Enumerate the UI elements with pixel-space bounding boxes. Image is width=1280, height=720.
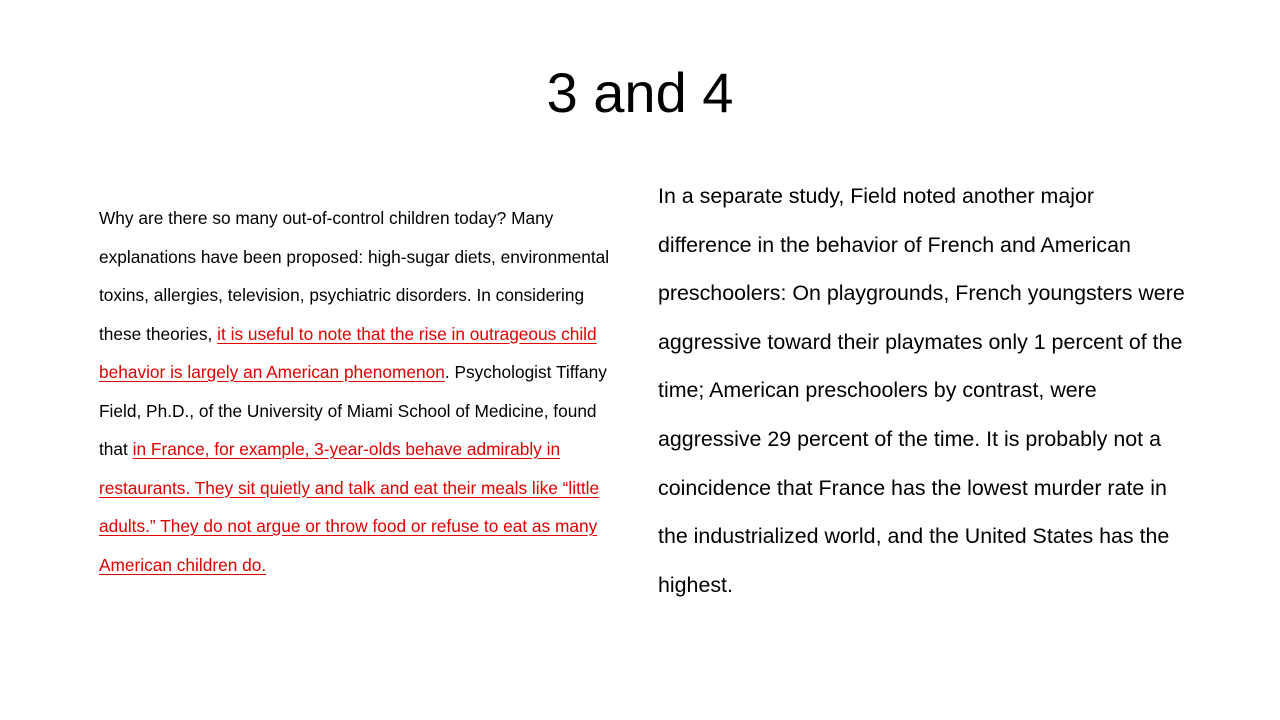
left-text-column <box>99 199 629 584</box>
left-text-part-2: . Psychologist Tiffany Field, Ph.D., of the University of Miami School of Medicine, found that <box>99 362 607 459</box>
slide-title: 3 and 4 <box>546 61 734 124</box>
right-text-column: In a separate study, Field noted another major difference in the behavior of French and American preschoolers: On playgrounds, French youngsters were aggressive toward their playmates only 1 percent of the time; American preschoolers by contrast, were aggressive 29 percent of the time. It is probably not a coincidence that France has the lowest murder rate in the industrialized world, and the United States has the highest. <box>658 184 1185 597</box>
highlighted-quote-1: it is useful to note that the rise in outrageous child behavior is largely an American phenomenon <box>99 323 597 382</box>
highlighted-quote-2: in France, for example, 3-year-olds behave admirably in restaurants. They sit quietly and talk and eat their meals like “little adults.” They do not argue or throw food or refuse to eat as many American children do. <box>99 439 600 575</box>
left-text-part-1: Why are there so many out-of-control children today? Many explanations have been proposed: high-sugar diets, environmental toxins, allergies, television, psychiatric disorders. In considering these theories, <box>99 208 610 344</box>
